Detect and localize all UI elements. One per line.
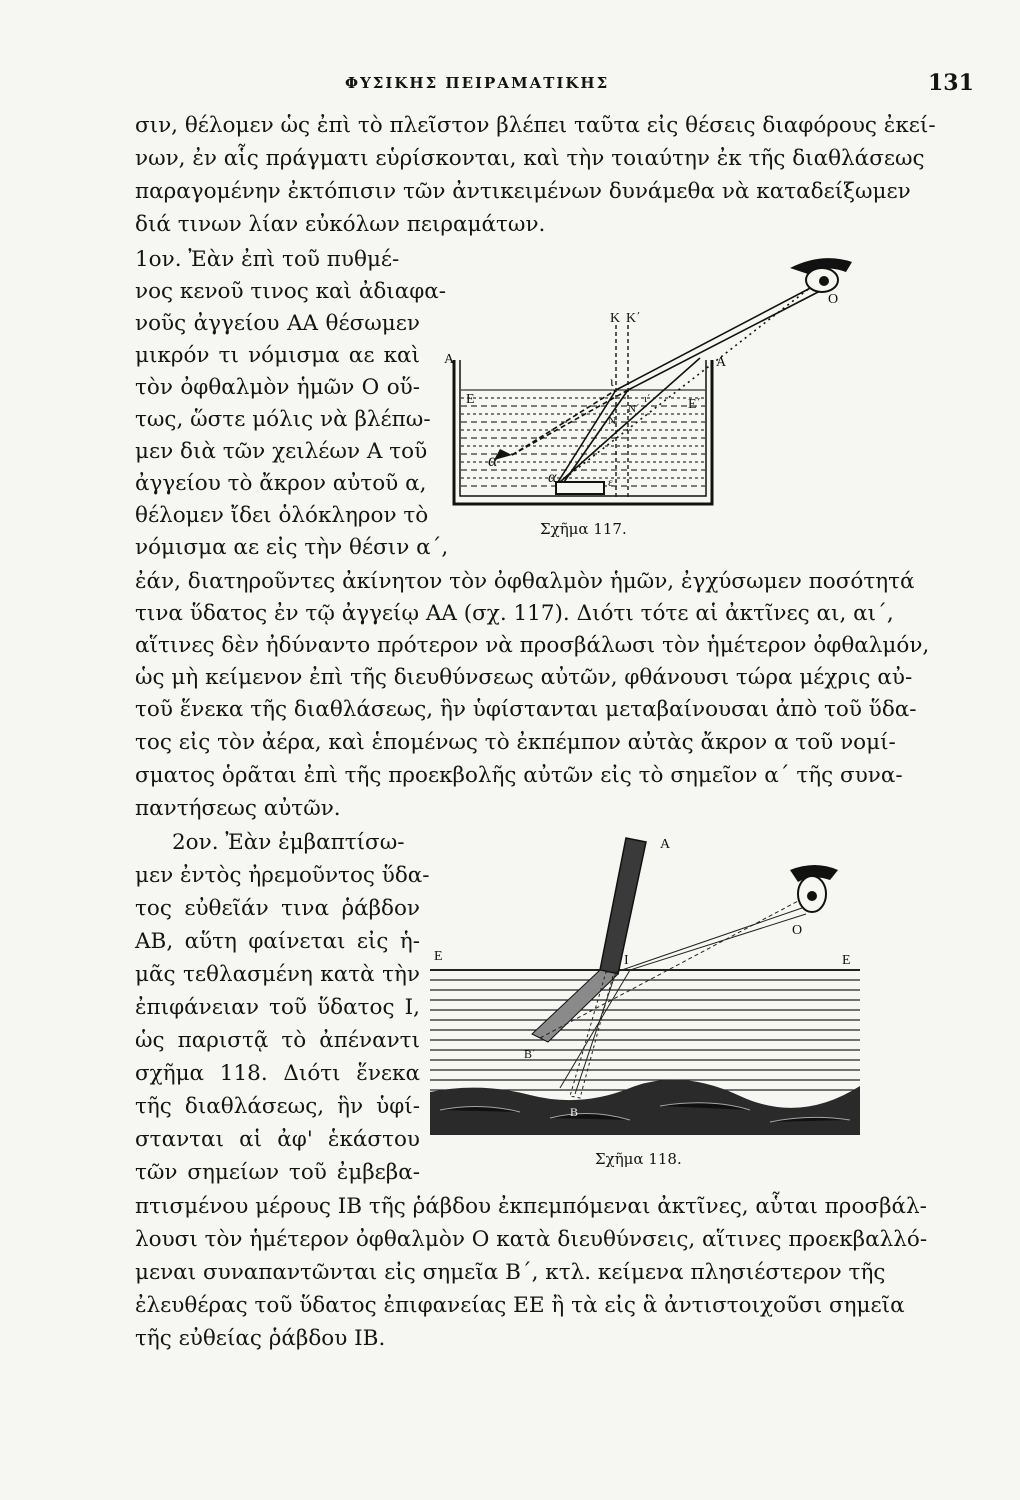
water-surface	[430, 970, 860, 1090]
water	[461, 390, 705, 486]
coin	[556, 482, 604, 494]
text-line: ὡς μὴ κείμενον ἐπὶ τῆς διευθύνσεως αὐτῶν, φθάνουσι τώρα μέχρις αὐ-	[135, 665, 913, 690]
rod	[600, 838, 646, 974]
text-line: μεναι συναπαντῶνται εἰς σημεῖα Β΄, κτλ. κείμενα πλησιέστερον τῆς	[135, 1260, 886, 1285]
svg-text:B: B	[570, 1105, 579, 1119]
text-line: νόμισμα αε εἰς τὴν θέσιν α΄,	[135, 535, 449, 560]
svg-text:E: E	[842, 953, 851, 968]
text-line: τινα ὕδατος ἐν τῷ ἀγγείῳ ΑΑ (σχ. 117). Διότι τότε αἱ ἀκτῖνες αι, αι΄,	[135, 601, 894, 626]
svg-text:ε: ε	[608, 475, 614, 489]
eye-icon	[790, 258, 852, 292]
svg-text:E: E	[434, 949, 443, 964]
text-line: διά τινων λίαν εὐκόλων πειραμάτων.	[135, 212, 546, 237]
text-line: νων, ἐν αἷς πράγματι εὑρίσκονται, καὶ τὴν τοιαύτην ἐκ τῆς διαθλάσεως	[135, 146, 925, 171]
text-line: θέλομεν ἴδει ὁλόκληρον τὸ	[135, 503, 429, 528]
text-line: 1ον. Ἐὰν ἐπὶ τοῦ πυθμέ-	[135, 247, 400, 272]
figure-117-caption: Σχῆμα 117.	[540, 520, 627, 538]
text-line: ὡς παριστᾷ τὸ ἀπέναντι	[135, 1028, 420, 1053]
text-line: πτισμένου μέρους ΙΒ τῆς ῥάβδου ἐκπεμπόμεναι ἀκτῖνες, αὗται προσβάλ-	[135, 1194, 927, 1219]
text-line: ἀγγείου τὸ ἄκρον αὐτοῦ α,	[135, 471, 427, 496]
svg-text:α΄: α΄	[488, 450, 504, 470]
svg-text:I: I	[624, 953, 629, 968]
text-line: τῆς διαθλάσεως, ἣν ὑφί-	[135, 1094, 420, 1119]
text-line: τὸν ὀφθαλμὸν ἡμῶν Ο οὕ-	[135, 375, 420, 400]
figure-118	[420, 830, 880, 1150]
svg-text:E: E	[466, 392, 475, 407]
svg-text:A: A	[444, 352, 455, 367]
svg-text:α: α	[548, 469, 557, 486]
text-line: σιν, θέλομεν ὡς ἐπὶ τὸ πλεῖστον βλέπει ταῦτα εἰς θέσεις διαφόρους ἐκεί-	[135, 113, 936, 138]
text-line: τος εἰς τὸν ἀέρα, καὶ ἑπομένως τὸ ἐκπέμπον αὐτὰς ἄκρον α τοῦ νομί-	[135, 730, 896, 755]
figure-117	[430, 250, 880, 530]
svg-text:O: O	[792, 923, 803, 938]
svg-text:N: N	[608, 415, 616, 427]
rays	[512, 280, 822, 482]
text-line: σματος ὁρᾶται ἐπὶ τῆς προεκβολῆς αὐτῶν εἰς τὸ σημεῖον α΄ τῆς συνα-	[135, 763, 903, 788]
text-line: 2ον. Ἐὰν ἐμβαπτίσω-	[172, 830, 405, 855]
text-line: ἐπιφάνειαν τοῦ ὕδατος Ι,	[135, 995, 420, 1020]
text-line: παντήσεως αὐτῶν.	[135, 796, 341, 821]
text-line: ἐάν, διατηροῦντες ἀκίνητον τὸν ὀφθαλμὸν ἡμῶν, ἐγχύσωμεν ποσότητά	[135, 569, 915, 594]
figure-118-caption: Σχῆμα 118.	[595, 1150, 682, 1168]
text-line: σχῆμα 118. Διότι ἕνεκα	[135, 1061, 420, 1086]
text-line: τῆς εὐθείας ῥάβδου ΙΒ.	[135, 1326, 386, 1351]
svg-text:E΄: E΄	[688, 397, 702, 412]
page-number: 131	[928, 70, 974, 96]
text-line: ἐλευθέρας τοῦ ὕδατος ἐπιφανείας ΕΕ ἢ τὰ εἰς ἃ ἀντιστοιχοῦσι σημεῖα	[135, 1293, 905, 1318]
svg-text:N΄: N΄	[628, 403, 640, 415]
text-line: αἵτινες δὲν ἠδύναντο πρότερον νὰ προσβάλωσι τὸν ἡμέτερον ὀφθαλμόν,	[135, 633, 930, 658]
text-line: τοῦ ἕνεκα τῆς διαθλάσεως, ἣν ὑφίστανται μεταβαίνουσαι ἀπὸ τοῦ ὕδα-	[135, 697, 917, 722]
svg-text:K΄: K΄	[626, 311, 641, 326]
svg-text:A: A	[660, 837, 671, 852]
svg-text:ι΄: ι΄	[644, 393, 651, 405]
text-line: ΑΒ, αὕτη φαίνεται εἰς ἡ-	[135, 929, 420, 954]
text-line: νοῦς ἀγγείου ΑΑ θέσωμεν	[135, 311, 420, 336]
text-line: μεν διὰ τῶν χειλέων Α τοῦ	[135, 439, 428, 464]
text-line: μεν ἐντὸς ἠρεμοῦντος ὕδα-	[135, 863, 430, 888]
text-line: μικρόν τι νόμισμα αε καὶ	[135, 343, 420, 368]
svg-text:B΄: B΄	[524, 1047, 536, 1061]
running-title: ΦΥΣΙΚΗΣ ΠΕΙΡΑΜΑΤΙΚΗΣ	[345, 74, 610, 92]
svg-text:K: K	[610, 311, 621, 326]
eye-icon	[790, 865, 838, 912]
svg-text:O: O	[828, 292, 839, 307]
text-line: τῶν σημείων τοῦ ἐμβεβα-	[135, 1160, 420, 1185]
text-line: νος κενοῦ τινος καὶ ἀδιαφα-	[135, 279, 447, 304]
svg-text:A: A	[716, 355, 727, 370]
text-line: λουσι τὸν ἡμέτερον ὀφθαλμὸν Ο κατὰ διευθύνσεις, αἵτινες προεκβαλλό-	[135, 1227, 928, 1252]
text-line: τως, ὥστε μόλις νὰ βλέπω-	[135, 407, 431, 432]
svg-text:ι: ι	[610, 375, 614, 390]
text-line: στανται αἱ ἀφ' ἑκάστου	[135, 1127, 420, 1152]
text-line: παραγομένην ἐκτόπισιν τῶν ἀντικειμένων δυνάμεθα νὰ καταδείξωμεν	[135, 179, 911, 204]
text-line: τος εὐθεῖάν τινα ῥάβδον	[135, 896, 420, 921]
text-line: μᾶς τεθλασμένη κατὰ τὴν	[135, 962, 420, 987]
